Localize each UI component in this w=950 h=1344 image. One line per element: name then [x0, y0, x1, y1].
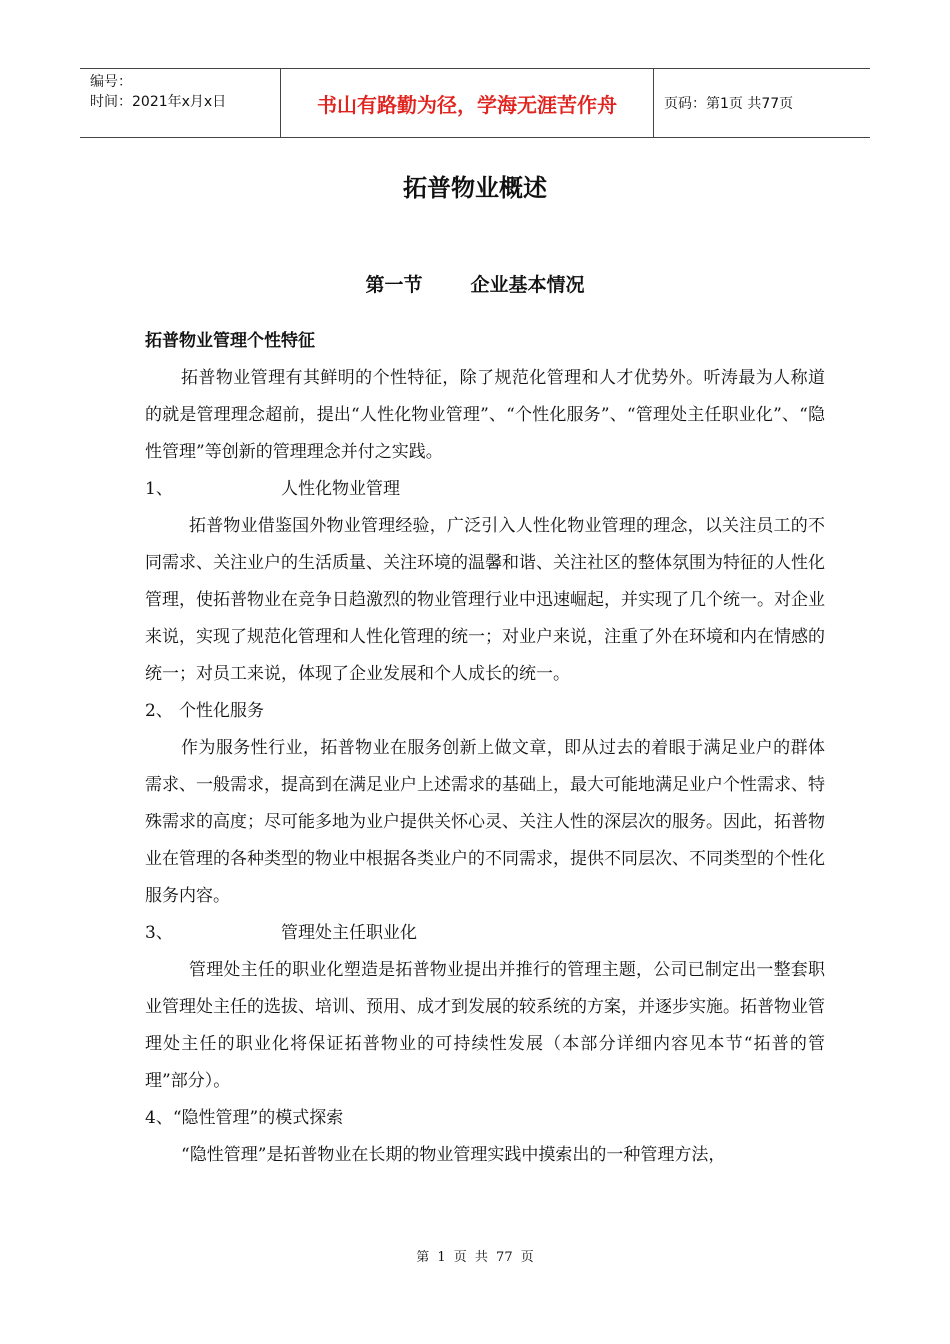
section-number: 第一节: [365, 274, 423, 296]
item-paragraph: 拓普物业借鉴国外物业管理经验，广泛引入人性化物业管理的理念，以关注员工的不同需求、关注业户的生活质量、关注环境的温馨和谐、关注社区的整体氛围为特征的人性化管理，使拓普物业在竞争日趋激烈的物业管理行业中迅速崛起，并实现了几个统一。对企业来说，实现了规范化管理和人性化管理的统一；对业户来说，注重了外在环境和内在情感的统一；对员工来说，体现了企业发展和个人成长的统一。: [145, 516, 825, 684]
document-number-label: 编号：: [90, 74, 132, 90]
item-paragraph: 作为服务性行业，拓普物业在服务创新上做文章，即从过去的着眼于满足业户的群体需求、一般需求，提高到在满足业户上述需求的基础上，最大可能地满足业户个性需求、特殊需求的高度；尽可能多地为业户提供关怀心灵、关注人性的深层次的服务。因此，拓普物业在管理的各种类型的物业中根据各类业户的不同需求，提供不同层次、不同类型的个性化服务内容。: [145, 738, 825, 906]
document-header: [80, 68, 870, 138]
header-page-info: 页码：第1页 共77页: [664, 96, 794, 112]
list-item-heading: [145, 693, 825, 730]
page-footer: 第 1 页 共 77 页: [416, 1250, 534, 1265]
item-title: 个性化服务: [179, 701, 264, 721]
list-item-heading: [145, 1100, 825, 1137]
list-item-heading: [145, 915, 825, 952]
item-title: 管理处主任职业化: [281, 923, 417, 943]
list-item-heading: [145, 471, 825, 508]
document-time-label: 时间：2021年x月x日: [90, 94, 227, 110]
header-meta: [80, 69, 280, 137]
header-motto: 书山有路勤为径，学海无涯苦作舟: [280, 69, 654, 137]
item-number: 3、: [145, 923, 173, 943]
item-number: 1、: [145, 479, 173, 499]
intro-paragraph: 拓普物业管理有其鲜明的个性特征，除了规范化管理和人才优势外。听涛最为人称道的就是管理理念超前，提出“人性化物业管理”、“个性化服务”、“管理处主任职业化”、“隐性管理”等创新的管理理念并付之实践。: [145, 368, 825, 462]
document-body: [145, 322, 825, 1174]
item-number: 2、: [145, 701, 173, 721]
item-paragraph: 管理处主任的职业化塑造是拓普物业提出并推行的管理主题，公司已制定出一整套职业管理处主任的选拔、培训、预用、成才到发展的较系统的方案，并逐步实施。拓普物业管理处主任的职业化将保证拓普物业的可持续性发展（本部分详细内容见本节“拓普的管理”部分）。: [145, 960, 825, 1091]
item-paragraph: “隐性管理”是拓普物业在长期的物业管理实践中摸索出的一种管理方法，: [181, 1145, 726, 1165]
item-number: 4、: [145, 1108, 173, 1128]
section-heading: [0, 270, 950, 297]
section-name: 企业基本情况: [470, 274, 585, 296]
item-title: “隐性管理”的模式探索: [172, 1108, 344, 1128]
document-title: 拓普物业概述: [403, 173, 547, 202]
subheading: 拓普物业管理个性特征: [145, 331, 315, 351]
item-title: 人性化物业管理: [281, 479, 400, 499]
